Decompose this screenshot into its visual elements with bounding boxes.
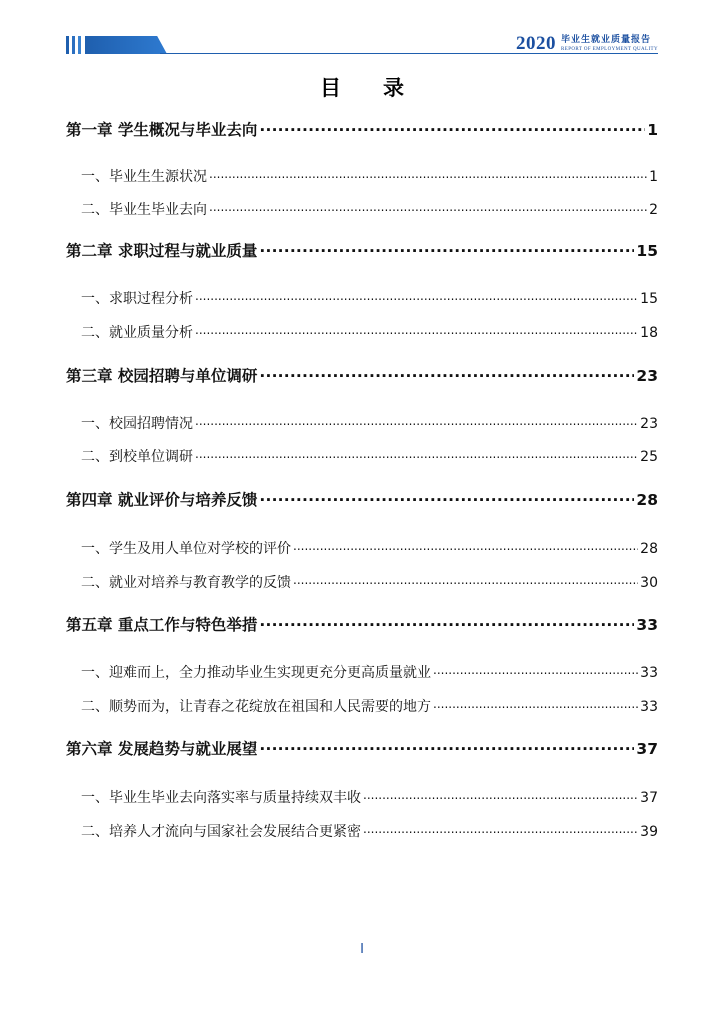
toc-section-entry[interactable] bbox=[66, 166, 658, 186]
toc-chapter-entry[interactable] bbox=[66, 239, 658, 261]
toc-entry-page: 28 bbox=[640, 541, 658, 557]
toc-entry-label: 第一章 学生概况与毕业去向 bbox=[66, 121, 258, 139]
toc-section-entry[interactable] bbox=[66, 413, 658, 433]
toc-entry-label: 第二章 求职过程与就业质量 bbox=[66, 242, 258, 260]
toc-entry-page: 30 bbox=[640, 575, 658, 591]
report-title-en: REPORT OF EMPLOYMENT QUALITY bbox=[561, 47, 658, 52]
toc-dot-leader bbox=[195, 449, 638, 461]
toc-dot-leader bbox=[259, 366, 634, 382]
toc-entry-page: 37 bbox=[640, 790, 658, 806]
toc-section-entry[interactable] bbox=[66, 538, 658, 558]
toc-chapter-entry[interactable] bbox=[66, 488, 658, 510]
toc-dot-leader bbox=[363, 790, 638, 802]
toc-title: 目录 bbox=[320, 76, 446, 100]
toc-entry-page: 15 bbox=[636, 242, 658, 260]
toc-dot-leader bbox=[209, 202, 647, 214]
toc-chapter-entry[interactable] bbox=[66, 613, 658, 635]
page-number: I bbox=[360, 942, 364, 957]
toc-entry-label: 二、就业质量分析 bbox=[81, 325, 193, 341]
toc-entry-page: 28 bbox=[636, 491, 658, 509]
toc-entry-page: 39 bbox=[640, 824, 658, 840]
report-year: 2020 bbox=[516, 33, 557, 54]
toc-section-entry[interactable] bbox=[66, 787, 658, 807]
toc-entry-label: 一、校园招聘情况 bbox=[81, 416, 193, 432]
toc-entry-page: 33 bbox=[636, 616, 658, 634]
toc-dot-leader bbox=[433, 699, 638, 711]
toc-dot-leader bbox=[195, 325, 638, 337]
toc-dot-leader bbox=[293, 541, 638, 553]
toc-entry-label: 第五章 重点工作与特色举措 bbox=[66, 616, 258, 634]
toc-entry-label: 一、迎难而上，全力推动毕业生实现更充分更高质量就业 bbox=[81, 665, 431, 681]
toc-entry-page: 1 bbox=[647, 121, 658, 139]
toc-entry-label: 一、学生及用人单位对学校的评价 bbox=[81, 541, 291, 557]
toc-entry-page: 15 bbox=[640, 291, 658, 307]
toc-entry-page: 1 bbox=[649, 169, 658, 185]
toc-entry-label: 二、到校单位调研 bbox=[81, 449, 193, 465]
toc-chapter-entry[interactable] bbox=[66, 118, 658, 140]
toc-entry-label: 第三章 校园招聘与单位调研 bbox=[66, 367, 258, 385]
page-header bbox=[0, 0, 724, 58]
toc-section-entry[interactable] bbox=[66, 572, 658, 592]
toc-dot-leader bbox=[195, 416, 638, 428]
toc-section-entry[interactable] bbox=[66, 662, 658, 682]
toc-entry-label: 一、求职过程分析 bbox=[81, 291, 193, 307]
toc-entry-label: 一、毕业生生源状况 bbox=[81, 169, 207, 185]
header-blue-bar-decoration bbox=[85, 36, 167, 54]
toc-dot-leader bbox=[293, 575, 638, 587]
toc-dot-leader bbox=[259, 615, 634, 631]
toc-entry-label: 第四章 就业评价与培养反馈 bbox=[66, 491, 258, 509]
toc-section-entry[interactable] bbox=[66, 446, 658, 466]
report-brand bbox=[516, 33, 658, 55]
toc-dot-leader bbox=[363, 824, 638, 836]
toc-section-entry[interactable] bbox=[66, 821, 658, 841]
toc-section-entry[interactable] bbox=[66, 199, 658, 219]
toc-entry-label: 二、顺势而为，让青春之花绽放在祖国和人民需要的地方 bbox=[81, 699, 431, 715]
report-title-cn: 毕业生就业质量报告 bbox=[561, 35, 652, 45]
toc-entry-label: 二、就业对培养与教育教学的反馈 bbox=[81, 575, 291, 591]
toc-entry-page: 23 bbox=[640, 416, 658, 432]
toc-dot-leader bbox=[259, 490, 634, 506]
toc-entry-label: 第六章 发展趋势与就业展望 bbox=[66, 740, 258, 758]
toc-entry-page: 2 bbox=[649, 202, 658, 218]
toc-section-entry[interactable] bbox=[66, 288, 658, 308]
header-stripes-decoration bbox=[66, 36, 81, 54]
toc-chapter-entry[interactable] bbox=[66, 737, 658, 759]
toc-dot-leader bbox=[433, 665, 638, 677]
toc-section-entry[interactable] bbox=[66, 322, 658, 342]
toc-dot-leader bbox=[259, 241, 634, 257]
toc-section-entry[interactable] bbox=[66, 696, 658, 716]
toc-entry-page: 25 bbox=[640, 449, 658, 465]
toc-dot-leader bbox=[259, 739, 634, 755]
toc-dot-leader bbox=[195, 291, 638, 303]
toc-chapter-entry[interactable] bbox=[66, 364, 658, 386]
toc-dot-leader bbox=[259, 120, 645, 136]
toc-entry-label: 二、毕业生毕业去向 bbox=[81, 202, 207, 218]
toc-entry-page: 33 bbox=[640, 699, 658, 715]
toc-entry-page: 37 bbox=[636, 740, 658, 758]
toc-entry-page: 23 bbox=[636, 367, 658, 385]
toc-entry-page: 33 bbox=[640, 665, 658, 681]
toc-entry-label: 二、培养人才流向与国家社会发展结合更紧密 bbox=[81, 824, 361, 840]
toc-dot-leader bbox=[209, 169, 647, 181]
toc-entry-page: 18 bbox=[640, 325, 658, 341]
toc-entry-label: 一、毕业生毕业去向落实率与质量持续双丰收 bbox=[81, 790, 361, 806]
